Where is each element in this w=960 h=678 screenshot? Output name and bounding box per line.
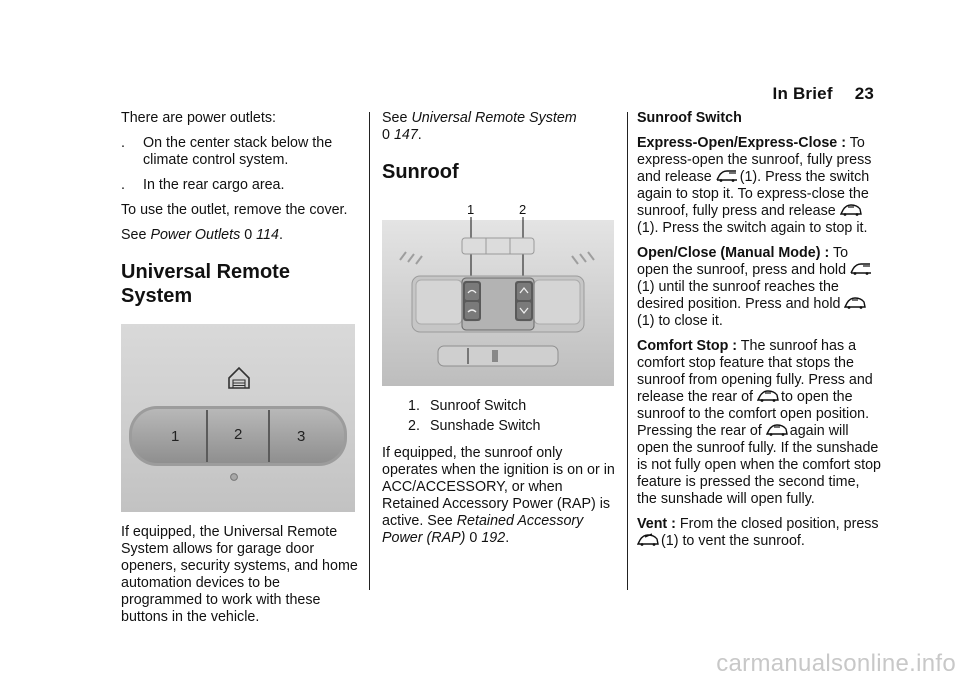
column-3 bbox=[637, 110, 881, 558]
paragraph-text: (1). Press the switch again to stop it. bbox=[637, 220, 868, 236]
page-marker: 0 bbox=[469, 530, 478, 546]
bullet-marker: . bbox=[121, 135, 125, 151]
callout-2: 2 bbox=[519, 202, 527, 217]
page-ref[interactable]: 114 bbox=[256, 227, 279, 243]
ref-suffix: . bbox=[278, 227, 283, 243]
term-label: Open/Close (Manual Mode) : bbox=[637, 245, 830, 261]
column-2 bbox=[382, 110, 618, 555]
column-divider-left bbox=[369, 112, 370, 590]
vent-paragraph bbox=[637, 516, 881, 550]
callout-1: 1 bbox=[467, 202, 475, 217]
sunroof-body-text: If equipped, the sunroof only operates when the ignition is on or in ACC/ACCESSORY, or when Retained Accessory Power (RAP) is active. See bbox=[382, 445, 615, 529]
bullet-marker: . bbox=[121, 177, 125, 193]
sunroof-close-icon bbox=[757, 389, 779, 402]
caption-number: 1. bbox=[408, 398, 420, 414]
section-heading-sunroof: Sunroof bbox=[382, 161, 459, 183]
sunroof-body bbox=[382, 445, 618, 547]
page-ref[interactable]: 147 bbox=[393, 127, 418, 143]
ref-suffix: . bbox=[505, 530, 510, 546]
paragraph-text: again will open the sunroof fully. If the sunshade is not fully open when the comfort stop feature is pressed the second time, the sunshade will open fully. bbox=[637, 423, 881, 507]
sunroof-close-icon bbox=[840, 203, 862, 216]
outlet-use-text: To use the outlet, remove the cover. bbox=[121, 202, 348, 218]
paragraph-text: To express-open the sunroof, fully press and release bbox=[637, 135, 872, 185]
paragraph-text: to open the sunroof to the comfort open position. Pressing the rear of bbox=[637, 389, 870, 439]
paragraph-text: (1) to close it. bbox=[637, 313, 723, 329]
see-reference bbox=[382, 110, 618, 144]
bullet-text: On the center stack below the climate control system. bbox=[143, 135, 333, 168]
column-divider-right bbox=[627, 112, 628, 590]
caption-number: 2. bbox=[408, 418, 420, 434]
watermark: carmanualsonline.info bbox=[716, 650, 956, 677]
figure-caption-list bbox=[382, 398, 618, 435]
paragraph-text: (1) until the sunroof reaches the desired position. Press and hold bbox=[637, 279, 841, 312]
sunroof-close-icon bbox=[844, 296, 866, 309]
caption-text: Sunroof Switch bbox=[430, 398, 527, 414]
universal-remote-figure bbox=[121, 324, 355, 512]
cross-reference-link[interactable]: Retained Accessory Power (RAP) bbox=[382, 513, 584, 546]
universal-remote-body: If equipped, the Universal Remote System allows for garage door openers, security systems, and home automation devices to be programmed to work with these buttons in the vehicle. bbox=[121, 524, 358, 625]
term-label: Express-Open/Express-Close : bbox=[637, 135, 846, 151]
remote-button-2-label[interactable]: 2 bbox=[234, 426, 243, 443]
sunroof-open-icon bbox=[716, 169, 738, 182]
column-1 bbox=[121, 110, 359, 634]
caption-item bbox=[408, 398, 618, 415]
manual-mode-paragraph bbox=[637, 245, 881, 330]
paragraph-text: From the closed position, press bbox=[679, 516, 879, 532]
comfort-stop-paragraph bbox=[637, 338, 881, 508]
cross-reference-link[interactable]: Universal Remote System bbox=[411, 110, 577, 126]
remote-button-1-label[interactable]: 1 bbox=[171, 428, 180, 445]
page-marker: 0 bbox=[382, 127, 390, 143]
ref-suffix: . bbox=[417, 127, 422, 143]
power-outlets-intro: There are power outlets: bbox=[121, 110, 276, 126]
paragraph-text: To open the sunroof, press and hold bbox=[637, 245, 849, 278]
page-ref[interactable]: 192 bbox=[481, 530, 506, 546]
term-label: Vent : bbox=[637, 516, 676, 532]
caption-text: Sunshade Switch bbox=[430, 418, 541, 434]
section-heading-universal-remote: Universal Remote System bbox=[121, 261, 290, 307]
sunroof-switch-figure bbox=[382, 200, 614, 386]
sunroof-close-icon bbox=[766, 423, 788, 436]
bullet-item bbox=[121, 177, 359, 194]
paragraph-text: (1) to vent the sunroof. bbox=[661, 533, 805, 549]
paragraph-text: The sunroof has a comfort stop feature that stops the sunroof from opening fully. Press and release the rear of bbox=[637, 338, 873, 405]
express-open-close-paragraph bbox=[637, 135, 881, 237]
term-label: Comfort Stop : bbox=[637, 338, 738, 354]
page-number: 23 bbox=[854, 84, 874, 103]
caption-item bbox=[408, 418, 618, 435]
indicator-light bbox=[231, 474, 238, 481]
see-prefix: See bbox=[382, 110, 408, 126]
cross-reference-link[interactable]: Power Outlets bbox=[150, 227, 241, 243]
page-marker: 0 bbox=[244, 227, 253, 243]
page-header bbox=[773, 84, 874, 104]
section-title: In Brief bbox=[772, 84, 833, 103]
sunroof-open-icon bbox=[850, 262, 872, 275]
remote-button-3-label[interactable]: 3 bbox=[297, 428, 306, 445]
see-prefix: See bbox=[121, 227, 147, 243]
bullet-item bbox=[121, 135, 359, 169]
sunroof-vent-icon bbox=[637, 533, 659, 546]
paragraph-text: (1). Press the switch again to stop it. To express-close the sunroof, fully press and release bbox=[637, 169, 870, 219]
see-reference bbox=[121, 227, 359, 244]
bullet-text: In the rear cargo area. bbox=[143, 177, 285, 193]
subsection-title: Sunroof Switch bbox=[637, 110, 742, 126]
